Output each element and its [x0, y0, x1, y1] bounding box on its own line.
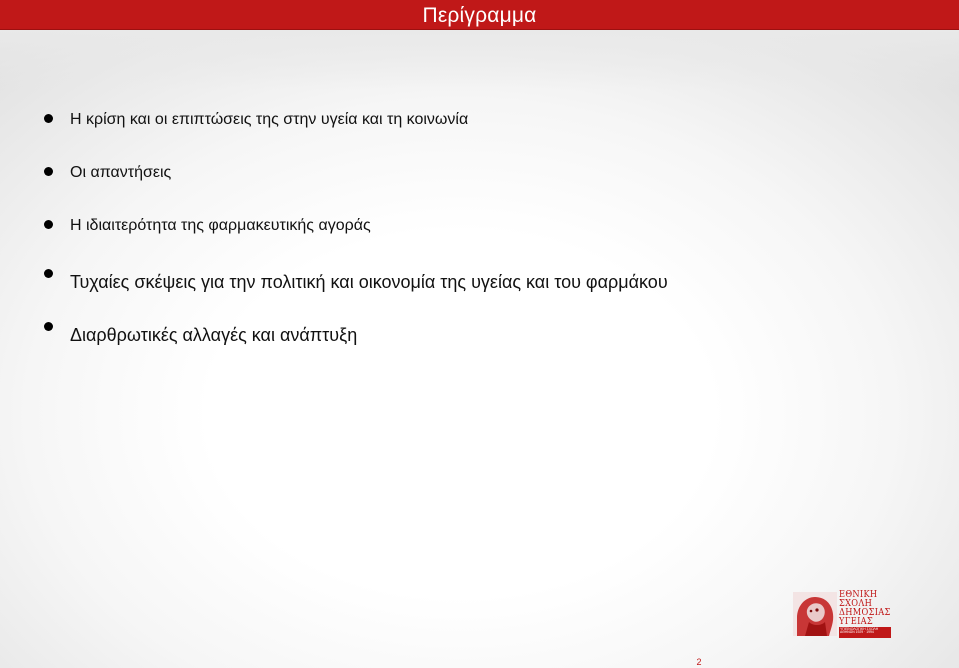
logo-band-text: ΑΘΗΝΩΝ 1929 · 1994 [840, 630, 874, 634]
logo-band [839, 627, 891, 638]
bullet-text: Οι απαντήσεις [70, 164, 172, 181]
bullet-text: Η ιδιαιτερότητα της φαρμακευτικής αγοράς [70, 217, 371, 234]
logo-text-line: ΕΘΝΙΚΗ [839, 590, 878, 600]
logo-text-line: ΥΓΕΙΑΣ [839, 617, 874, 627]
logo-text-line: ΣΧΟΛΗ [839, 599, 873, 609]
logo-band-text: ΥΓΙΕΙΝΟΛΟΓΙΚΗ ΣΧΟΛΗ [840, 626, 879, 631]
bullet-text: Τυχαίες σκέψεις για την πολιτική και οικονομία της υγείας και του φαρμάκου [70, 272, 668, 292]
bullet-icon [44, 114, 53, 123]
bullet-text: Διαρθρωτικές αλλαγές και ανάπτυξη [70, 325, 358, 345]
title-bar [0, 0, 959, 30]
emblem-icon [793, 592, 837, 636]
bullet-icon [44, 167, 53, 176]
school-logo [793, 590, 895, 638]
page-number: 2 [696, 657, 702, 667]
bullet-icon [44, 269, 53, 278]
bullet-icon [44, 220, 53, 229]
logo-text-line: ΔΗΜΟΣΙΑΣ [839, 608, 891, 618]
bullet-text: Η κρίση και οι επιπτώσεις της στην υγεία και τη κοινωνία [70, 111, 469, 128]
bullet-icon [44, 322, 53, 331]
slide-title: Περίγραμμα [422, 3, 537, 27]
